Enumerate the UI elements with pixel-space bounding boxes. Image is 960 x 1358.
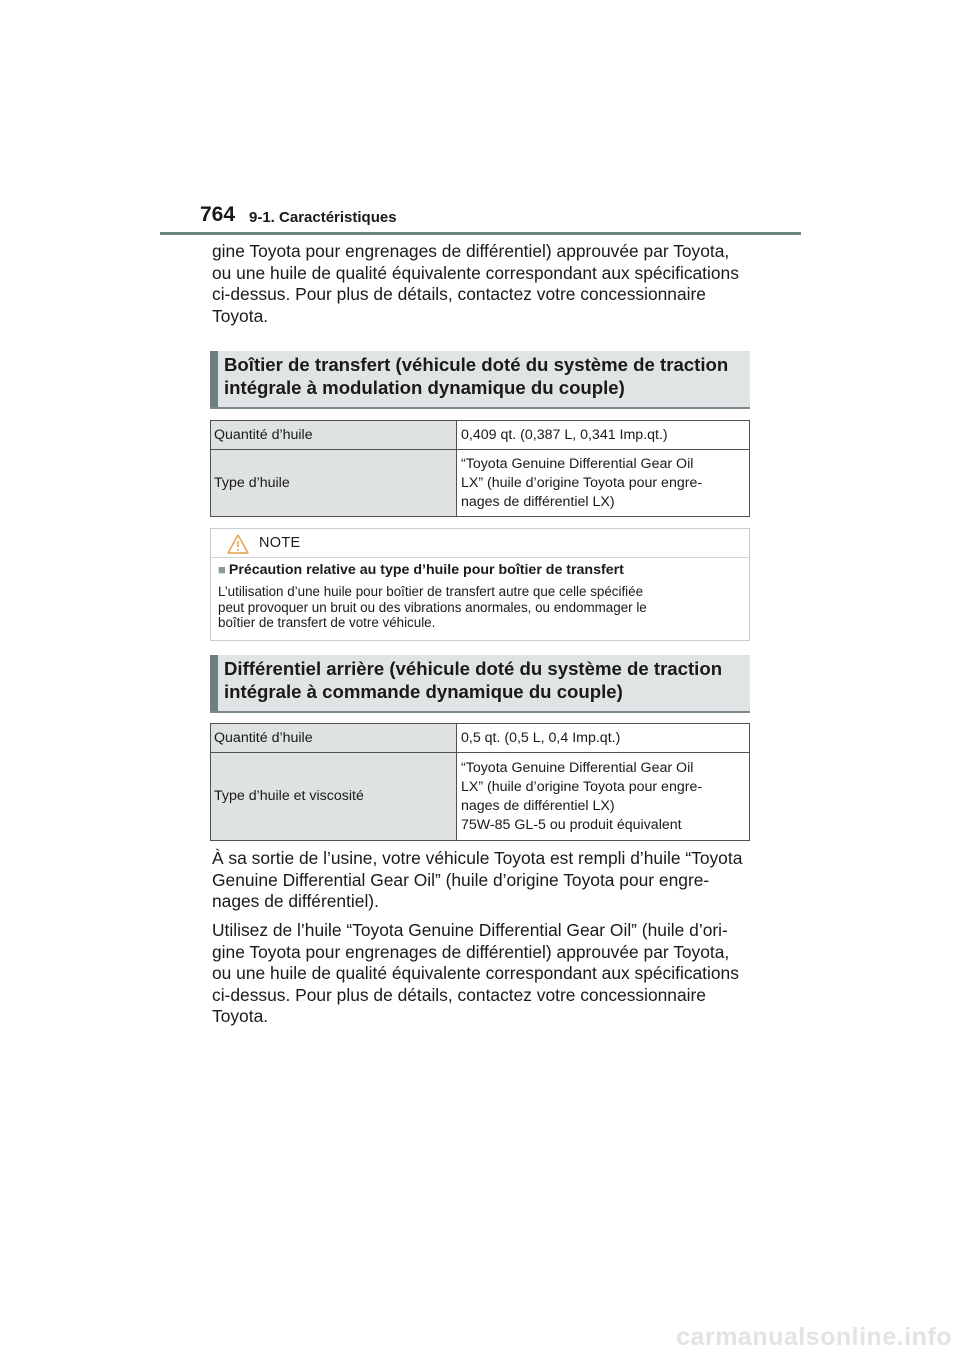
value-line: 0,5 qt. (0,5 L, 0,4 Imp.qt.) <box>461 729 621 746</box>
intro-line: ci-dessus. Pour plus de détails, contactez votre concessionnaire <box>212 284 706 304</box>
heading-line: Différentiel arrière (véhicule doté du système de traction <box>224 658 723 679</box>
value-line: LX” (huile d’origine Toyota pour engre- <box>461 474 703 491</box>
note-subtitle-text: Précaution relative au type d’huile pour boîtier de transfert <box>228 562 624 578</box>
value-line: LX” (huile d’origine Toyota pour engre- <box>461 778 703 795</box>
paragraph-line: gine Toyota pour engrenages de différentiel) approuvée par Toyota, <box>212 941 730 962</box>
note-label: NOTE <box>259 535 301 551</box>
intro-line: Toyota. <box>212 305 269 326</box>
heading-accent-bar <box>210 351 218 407</box>
heading-accent-bar <box>210 655 218 711</box>
square-bullet-icon: ■ <box>218 562 226 577</box>
watermark: carmanualsonline.info <box>676 1323 952 1351</box>
header-rule <box>160 232 801 235</box>
value-line: 0,409 qt. (0,387 L, 0,341 Imp.qt.) <box>461 426 668 443</box>
value-line: 75W-85 GL-5 ou produit équivalent <box>461 816 682 833</box>
page-number: 764 <box>200 203 236 226</box>
warning-triangle-icon <box>227 534 249 554</box>
heading-line: Boîtier de transfert (véhicule doté du système de traction <box>224 354 729 375</box>
paragraph-line: ou une huile de qualité équivalente correspondant aux spécifications <box>212 963 739 983</box>
heading-text <box>224 353 728 399</box>
oil-type-viscosity-value <box>457 753 750 841</box>
note-subtitle <box>218 562 624 578</box>
oil-quantity-value <box>457 724 750 753</box>
paragraph-line: Toyota. <box>212 1006 269 1026</box>
table-row <box>211 753 750 841</box>
transfer-case-heading <box>210 351 750 409</box>
oil-type-viscosity-label: Type d’huile et viscosité <box>211 753 457 841</box>
factory-fill-paragraph <box>212 848 757 913</box>
oil-quantity-value <box>457 421 750 450</box>
intro-line: gine Toyota pour engrenages de différentiel) approuvée par Toyota, <box>212 241 730 261</box>
note-line: L’utilisation d’une huile pour boîtier de transfert autre que celle spécifiée <box>218 584 644 599</box>
paragraph-line: À sa sortie de l’usine, votre véhicule Toyota est rempli d’huile “Toyota <box>212 848 743 868</box>
note-line: boîtier de transfert de votre véhicule. <box>218 615 436 630</box>
paragraph-line: Genuine Differential Gear Oil” (huile d’origine Toyota pour engre- <box>212 869 710 890</box>
section-title: 9-1. Caractéristiques <box>249 209 397 226</box>
note-header <box>211 529 749 558</box>
oil-quantity-label: Quantité d’huile <box>211 421 457 450</box>
paragraph-line: Utilisez de l’huile “Toyota Genuine Differential Gear Oil” (huile d’ori- <box>212 920 728 940</box>
table-row <box>211 724 750 753</box>
heading-line: intégrale à commande dynamique du couple) <box>224 681 623 702</box>
oil-quantity-label: Quantité d’huile <box>211 724 457 753</box>
note-text <box>218 584 647 631</box>
heading-line: intégrale à modulation dynamique du couple) <box>224 377 625 398</box>
value-line: “Toyota Genuine Differential Gear Oil <box>461 759 694 776</box>
transfer-case-table <box>210 420 750 517</box>
rear-differential-heading <box>210 655 750 713</box>
note-line: peut provoquer un bruit ou des vibrations anormales, ou endommager le <box>218 599 647 615</box>
value-line: “Toyota Genuine Differential Gear Oil <box>461 455 694 472</box>
value-line: nages de différentiel LX) <box>461 797 615 814</box>
table-row <box>211 450 750 517</box>
oil-type-label: Type d’huile <box>211 450 457 517</box>
intro-paragraph <box>212 241 757 327</box>
usage-paragraph <box>212 920 757 1028</box>
table-row <box>211 421 750 450</box>
rear-differential-table <box>210 723 750 841</box>
paragraph-line: nages de différentiel). <box>212 891 379 911</box>
paragraph-line: ci-dessus. Pour plus de détails, contactez votre concessionnaire <box>212 984 706 1005</box>
heading-text <box>224 657 722 703</box>
note-box <box>210 528 750 641</box>
oil-type-value <box>457 450 750 517</box>
intro-line: ou une huile de qualité équivalente correspondant aux spécifications <box>212 262 739 283</box>
value-line: nages de différentiel LX) <box>461 493 615 510</box>
